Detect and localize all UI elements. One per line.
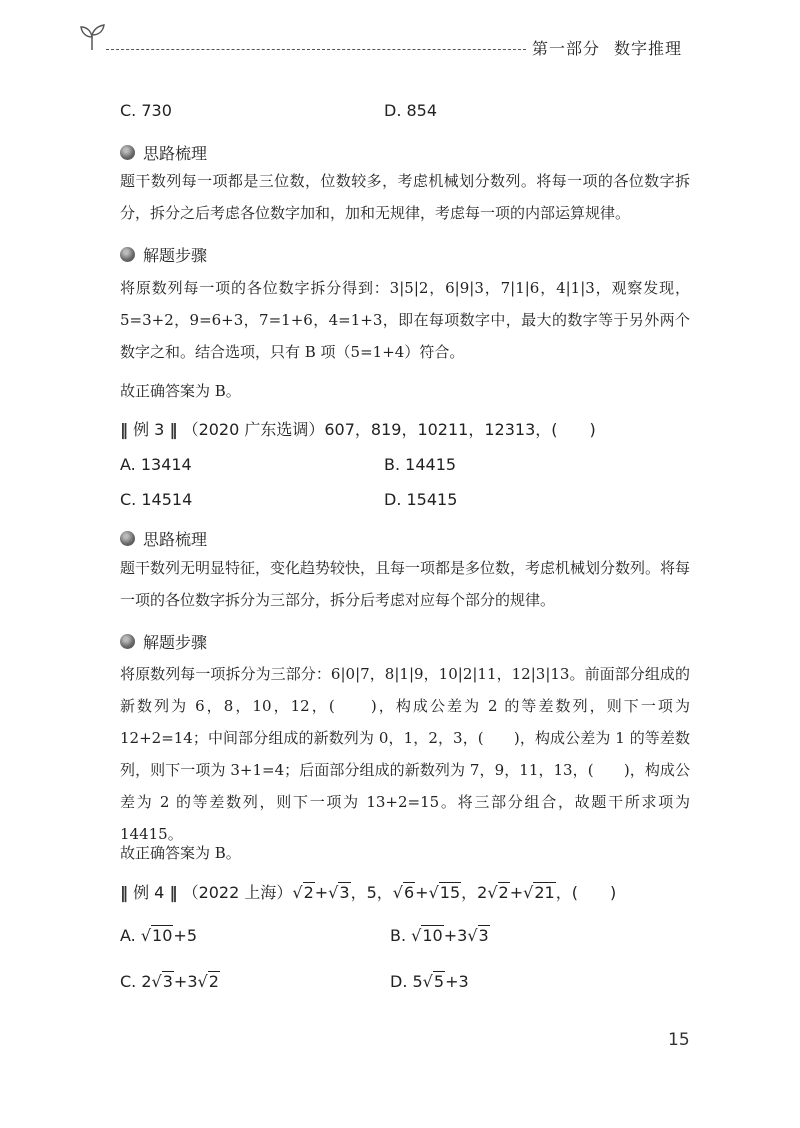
ex3-option-a: A. 13414	[120, 455, 192, 474]
ex4-option-d-prefix: D. 5	[390, 972, 423, 991]
ex3-steps-title: 解题步骤	[143, 633, 208, 652]
ex4-term1-a: 2	[303, 883, 314, 902]
ex2-option-d: D. 854	[384, 101, 438, 120]
ex3-steps-text: 将原数列每一项拆分为三部分：6|0|7，8|1|9，10|2|11，12|3|13。前面部分组成的新数列为 6，8，10，12，( )，构成公差为 2 的等差数列，则下一项为 12+2=14；中间部分组成的新数列为 0，1，2，3，( )，构成公差为 1 的等差数列，则下一项为 3+1=4；后面部分组成的新数列为 7，9，11，13，( )，构成公差为 2 的等差数列，则下一项为 13+2=15。将三部分组合，故题干所求项为 14415。	[120, 665, 690, 843]
header-title	[532, 36, 682, 59]
ex4-option-c-mid: +3	[173, 972, 198, 991]
ex4-label: 例 4	[133, 883, 165, 902]
ex4-option-b-prefix: B.	[390, 926, 412, 945]
ex2-approach-text: 题干数列每一项都是三位数，位数较多，考虑机械划分数列。将每一项的各位数字拆分，拆分之后考虑各位数字加和，加和无规律，考虑每一项的内部运算规律。	[120, 172, 690, 222]
bullet-icon	[120, 247, 135, 262]
ex4-option-b-mid: +3	[443, 926, 468, 945]
bullet-icon	[120, 145, 135, 160]
ex4-option-a-radicand: 10	[152, 926, 173, 945]
ex4-option-a-suffix: +5	[173, 926, 197, 945]
ex4-option-b: B. √10+3√3	[390, 926, 489, 945]
bullet-icon	[120, 531, 135, 546]
ex3-option-b: B. 14415	[384, 455, 457, 474]
header-part: 第一部分	[532, 39, 601, 58]
ex4-term2: 5	[366, 883, 377, 902]
ex2-steps-title: 解题步骤	[143, 246, 208, 265]
header-section: 数字推理	[614, 39, 683, 58]
ex4-option-c: C. 2√3+3√2	[120, 972, 219, 991]
ex2-approach-title: 思路梳理	[143, 144, 208, 163]
ex3-question: （2020 广东选调）607，819，10211，12313，( )	[182, 420, 596, 439]
ex3-option-d: D. 15415	[384, 490, 458, 509]
ex4-question-line: ‖ 例 4 ‖ （2022 上海）√2+√3，5，√6+√15，2√2+√21，( )	[120, 883, 617, 902]
ex3-approach-heading	[120, 527, 207, 550]
ex4-option-c-radicand2: 2	[208, 972, 219, 991]
sprout-icon	[78, 22, 106, 52]
header-rule	[106, 49, 526, 50]
ex4-blank: ( )	[571, 883, 617, 902]
ex3-approach-text: 题干数列无明显特征，变化趋势较快，且每一项都是多位数，考虑机械划分数列。将每一项的各位数字拆分为三部分，拆分后考虑对应每个部分的规律。	[120, 559, 691, 609]
ex4-term4-b: 21	[534, 883, 555, 902]
ex4-option-d: D. 5√5+3	[390, 972, 469, 991]
ex4-option-b-radicand2: 3	[478, 926, 489, 945]
ex4-source: （2022 上海）	[182, 883, 293, 902]
ex4-term4-coef: 2	[477, 883, 488, 902]
ex2-option-c: C. 730	[120, 101, 172, 120]
ex3-question-line: ‖ 例 3 ‖ （2020 广东选调）607，819，10211，12313，( )	[120, 420, 596, 439]
ex4-term3-a: 6	[403, 883, 415, 902]
ex2-steps-text: 将原数列每一项的各位数字拆分得到：3|5|2，6|9|3，7|1|6，4|1|3，观察发现，5=3+2，9=6+3，7=1+6，4=1+3，即在每项数字中，最大的数字等于另外两个数字之和。结合选项，只有 B 项（5=1+4）符合。	[120, 279, 690, 361]
ex4-option-d-radicand: 5	[433, 972, 445, 991]
ex4-option-a: A. √10+5	[120, 926, 197, 945]
ex4-option-a-prefix: A.	[120, 926, 141, 945]
ex3-label: 例 3	[133, 420, 165, 439]
ex4-term3-b: 15	[439, 883, 461, 902]
ex4-term1-b: 3	[339, 883, 350, 902]
ex2-steps-heading	[120, 243, 207, 266]
ex4-term4-a: 2	[498, 883, 509, 902]
page-number: 15	[668, 1030, 690, 1050]
ex4-option-d-suffix: +3	[445, 972, 469, 991]
bullet-icon	[120, 634, 135, 649]
ex2-answer: 故正确答案为 B。	[120, 382, 241, 400]
ex4-option-c-radicand: 3	[162, 972, 173, 991]
ex4-option-c-prefix: C. 2	[120, 972, 152, 991]
ex3-answer: 故正确答案为 B。	[120, 844, 241, 862]
ex3-option-c: C. 14514	[120, 490, 193, 509]
ex4-option-b-radicand: 10	[422, 926, 443, 945]
ex3-steps-heading	[120, 630, 207, 653]
ex3-approach-title: 思路梳理	[143, 530, 208, 549]
ex2-approach-heading	[120, 141, 207, 164]
